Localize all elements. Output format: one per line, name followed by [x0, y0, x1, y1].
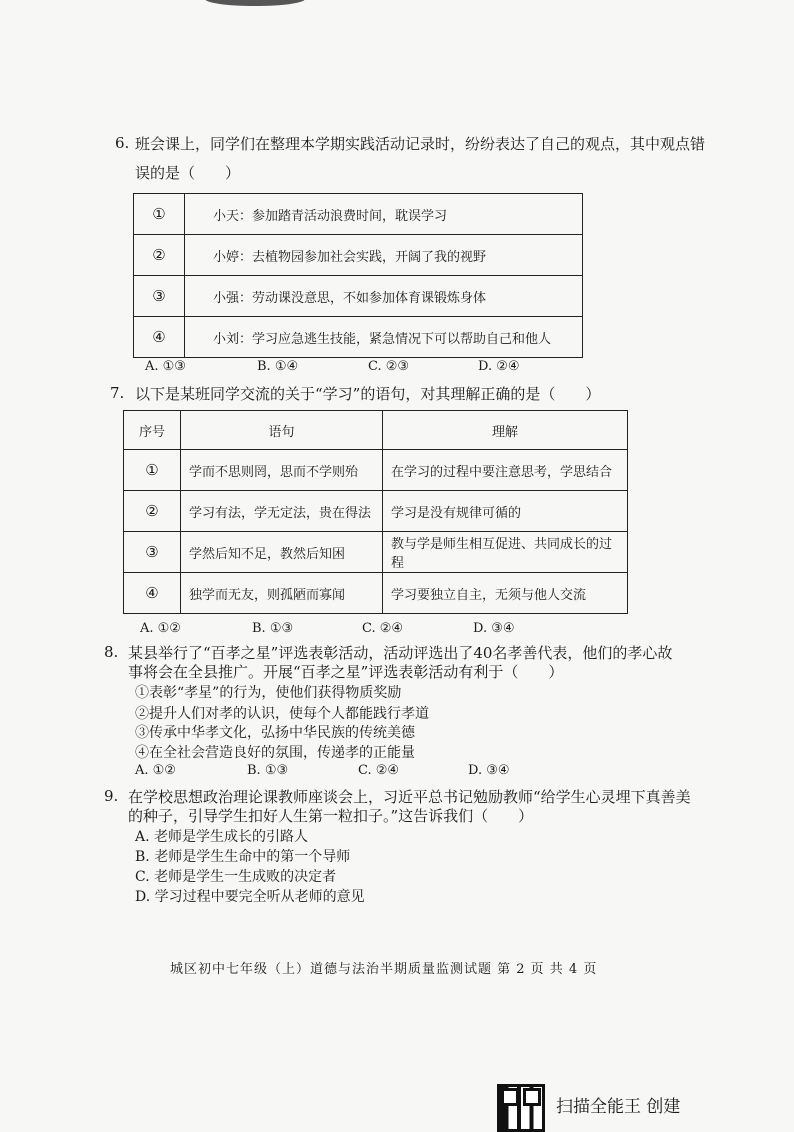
option-c[interactable]: C. ②④ [358, 763, 400, 778]
q8-item-4: ④在全社会营造良好的氛围，传递孝的正能量 [135, 745, 415, 761]
q6-table [133, 193, 583, 358]
table-row [134, 317, 583, 358]
row-text: 小强：劳动课没意思，不如参加体育课锻炼身体 [185, 276, 583, 317]
row-number: ② [124, 491, 181, 532]
q8-item-2: ②提升人们对孝的认识，使每个人都能践行孝道 [135, 706, 429, 722]
row-number: ③ [134, 276, 185, 317]
q7-stem: 以下是某班同学交流的关于“学习”的语句，对其理解正确的是（ ） [135, 385, 601, 403]
q6-stem-line1: 班会课上，同学们在整理本学期实践活动记录时，纷纷表达了自己的观点，其中观点错 [135, 135, 706, 153]
option-d[interactable]: D. ③④ [468, 763, 510, 778]
row-text: 小天：参加踏青活动浪费时间，耽误学习 [185, 194, 583, 235]
q9-number: 9. [104, 787, 119, 805]
row-meaning: 学习是没有规律可循的 [383, 491, 628, 532]
row-text: 小婷：去植物园参加社会实践，开阔了我的视野 [185, 235, 583, 276]
option-c[interactable]: C. ②③ [368, 359, 410, 374]
option-b[interactable]: B. 老师是学生生命中的第一个导师 [135, 849, 351, 865]
option-d[interactable]: D. 学习过程中要完全听从老师的意见 [135, 889, 365, 905]
q6-stem-line2: 误的是（ ） [135, 164, 241, 182]
row-text: 小刘：学习应急逃生技能，紧急情况下可以帮助自己和他人 [185, 317, 583, 358]
option-a[interactable]: A. ①③ [145, 359, 186, 374]
option-c[interactable]: C. 老师是学生一生成败的决定者 [135, 869, 337, 885]
scan-smudge [205, 0, 305, 6]
q9-stem-line1: 在学校思想政治理论课教师座谈会上，习近平总书记勉励教师“给学生心灵埋下真善美 [128, 788, 691, 806]
q7-table [123, 410, 628, 614]
table-row [124, 450, 628, 491]
q8-stem-line2: 事将会在全县推广。开展“百孝之星”评选表彰活动有利于（ ） [128, 663, 564, 681]
table-row [134, 194, 583, 235]
row-number: ④ [134, 317, 185, 358]
q9-stem-line2: 的种子，引导学生扣好人生第一粒扣子。”这告诉我们（ ） [128, 807, 534, 825]
option-b[interactable]: B. ①③ [252, 621, 294, 636]
row-sentence: 独学而无友，则孤陋而寡闻 [181, 573, 383, 614]
option-c[interactable]: C. ②④ [362, 621, 404, 636]
header-sentence: 语句 [181, 411, 383, 450]
table-row [134, 235, 583, 276]
row-number: ① [124, 450, 181, 491]
row-number: ④ [124, 573, 181, 614]
row-sentence: 学习有法，学无定法，贵在得法 [181, 491, 383, 532]
table-header-row [124, 411, 628, 450]
row-sentence: 学而不思则罔，思而不学则殆 [181, 450, 383, 491]
row-meaning: 教与学是师生相互促进、共同成长的过程 [383, 532, 628, 573]
page-footer: 城区初中七年级（上）道德与法治半期质量监测试题 第 2 页 共 4 页 [170, 962, 598, 977]
q8-number: 8. [104, 643, 119, 661]
table-row [124, 491, 628, 532]
header-meaning: 理解 [383, 411, 628, 450]
option-d[interactable]: D. ③④ [473, 621, 515, 636]
option-a[interactable]: A. ①② [135, 763, 176, 778]
option-a[interactable]: A. ①② [140, 621, 181, 636]
option-d[interactable]: D. ②④ [478, 359, 520, 374]
table-row [124, 573, 628, 614]
table-row [134, 276, 583, 317]
header-index: 序号 [124, 411, 181, 450]
option-a[interactable]: A. 老师是学生成长的引路人 [135, 829, 309, 845]
q7-number: 7. [110, 384, 125, 402]
row-meaning: 在学习的过程中要注意思考，学思结合 [383, 450, 628, 491]
row-meaning: 学习要独立自主，无须与他人交流 [383, 573, 628, 614]
scanner-brand: 扫描全能王 创建 [556, 1097, 681, 1117]
option-b[interactable]: B. ①③ [247, 763, 289, 778]
row-number: ② [134, 235, 185, 276]
q8-stem-line1: 某县举行了“百孝之星”评选表彰活动，活动评选出了40名孝善代表，他们的孝心故 [128, 644, 673, 662]
q8-item-1: ①表彰“孝星”的行为，使他们获得物质奖励 [135, 685, 402, 701]
qr-code-icon [497, 1084, 545, 1132]
table-row [124, 532, 628, 573]
option-b[interactable]: B. ①④ [257, 359, 299, 374]
row-sentence: 学然后知不足，教然后知困 [181, 532, 383, 573]
q8-item-3: ③传承中华孝文化，弘扬中华民族的传统美德 [135, 725, 415, 741]
row-number: ① [134, 194, 185, 235]
q6-number: 6. [115, 134, 130, 152]
row-number: ③ [124, 532, 181, 573]
